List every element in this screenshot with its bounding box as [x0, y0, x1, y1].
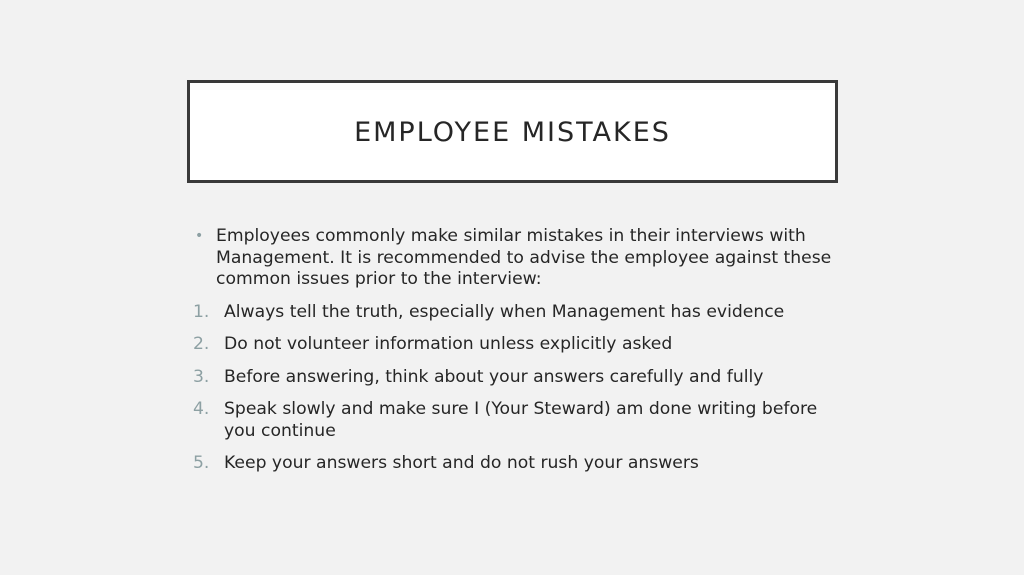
bullet-dot-icon: •	[195, 228, 204, 244]
list-item	[193, 334, 833, 356]
slide-title: EMPLOYEE MISTAKES	[354, 117, 671, 148]
list-number: 4.	[193, 399, 210, 419]
list-item-text: Do not volunteer information unless explicitly asked	[224, 334, 673, 354]
list-item	[193, 367, 833, 389]
title-box	[187, 80, 838, 183]
intro-bullet	[193, 226, 833, 291]
list-number: 2.	[193, 334, 210, 354]
list-item-text: Speak slowly and make sure I (Your Steward) am done writing before you continue	[224, 399, 818, 441]
list-item	[193, 399, 833, 442]
intro-text: Employees commonly make similar mistakes in their interviews with Management. It is recommended to advise the employee against these common issues prior to the interview:	[216, 226, 832, 289]
slide-content	[193, 226, 833, 486]
list-item-text: Before answering, think about your answers carefully and fully	[224, 366, 764, 387]
list-number: 5.	[193, 453, 210, 473]
list-item	[193, 302, 833, 324]
list-number: 1.	[193, 301, 210, 322]
list-item-text: Always tell the truth, especially when Management has evidence	[224, 301, 785, 322]
list-item-text: Keep your answers short and do not rush your answers	[224, 453, 699, 473]
list-number: 3.	[193, 366, 210, 387]
list-item	[193, 453, 833, 475]
